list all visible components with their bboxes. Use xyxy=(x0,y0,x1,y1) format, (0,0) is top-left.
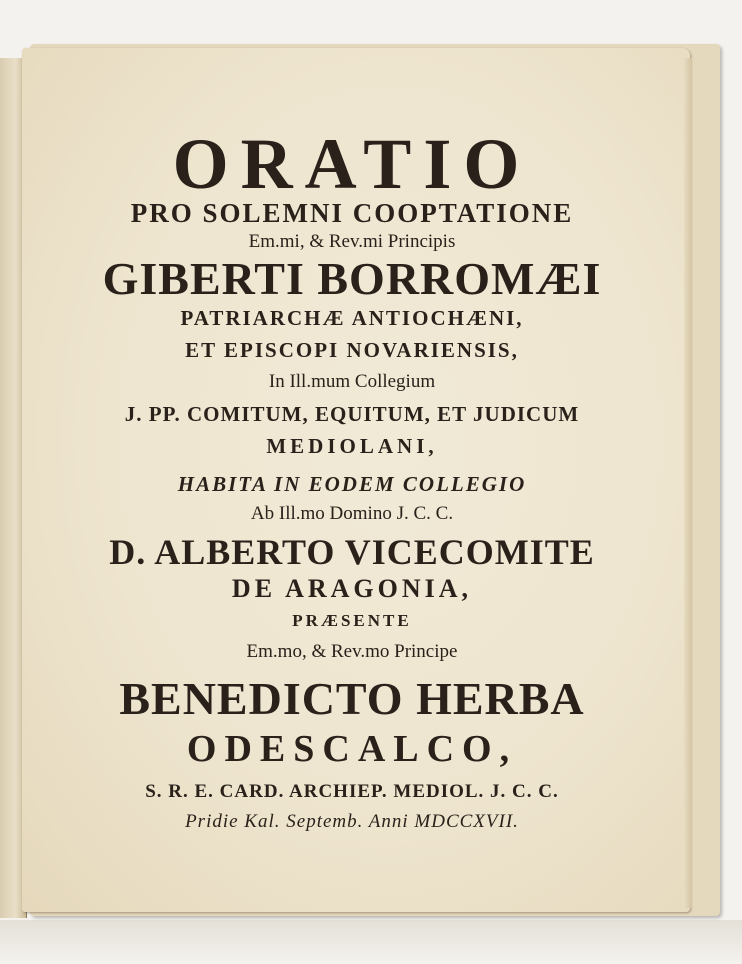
subtitle-line-5: In Ill.mum Collegium xyxy=(268,371,436,392)
name-odescalco: ODESCALCO, xyxy=(186,728,518,770)
subtitle-line-10: DE ARAGONIA, xyxy=(231,574,473,603)
name-benedicto-herba: BENEDICTO HERBA xyxy=(119,673,585,724)
name-alberto-vicecomite: D. ALBERTO VICECOMITE xyxy=(109,532,595,572)
subtitle-line-7: MEDIOLANI, xyxy=(266,434,438,458)
name-giberti-borromaei: GIBERTI BORROMÆI xyxy=(102,253,602,304)
title-page-content xyxy=(22,48,682,908)
subtitle-line-11: PRÆSENTE xyxy=(292,611,412,630)
subtitle-line-2: Em.mi, & Rev.mi Principis xyxy=(248,231,456,252)
subtitle-line-1: PRO SOLEMNI COOPTATIONE xyxy=(130,198,574,228)
subtitle-line-6: J. PP. COMITUM, EQUITUM, ET JUDICUM xyxy=(124,402,580,426)
subtitle-line-9: Ab Ill.mo Domino J. C. C. xyxy=(250,503,454,524)
subtitle-line-3: PATRIARCHÆ ANTIOCHÆNI, xyxy=(180,306,524,330)
subtitle-line-12: Em.mo, & Rev.mo Principe xyxy=(246,641,458,662)
imprint-date: Pridie Kal. Septemb. Anni MDCCXVII. xyxy=(185,811,519,832)
subtitle-line-13: S. R. E. CARD. ARCHIEP. MEDIOL. J. C. C. xyxy=(145,781,559,802)
subtitle-line-8: HABITA IN EODEM COLLEGIO xyxy=(177,472,527,496)
page-edge xyxy=(684,58,692,908)
title-page xyxy=(22,48,690,912)
bottom-shadow xyxy=(0,920,742,964)
subtitle-line-4: ET EPISCOPI NOVARIENSIS, xyxy=(185,338,519,362)
work-title: ORATIO xyxy=(172,124,532,204)
